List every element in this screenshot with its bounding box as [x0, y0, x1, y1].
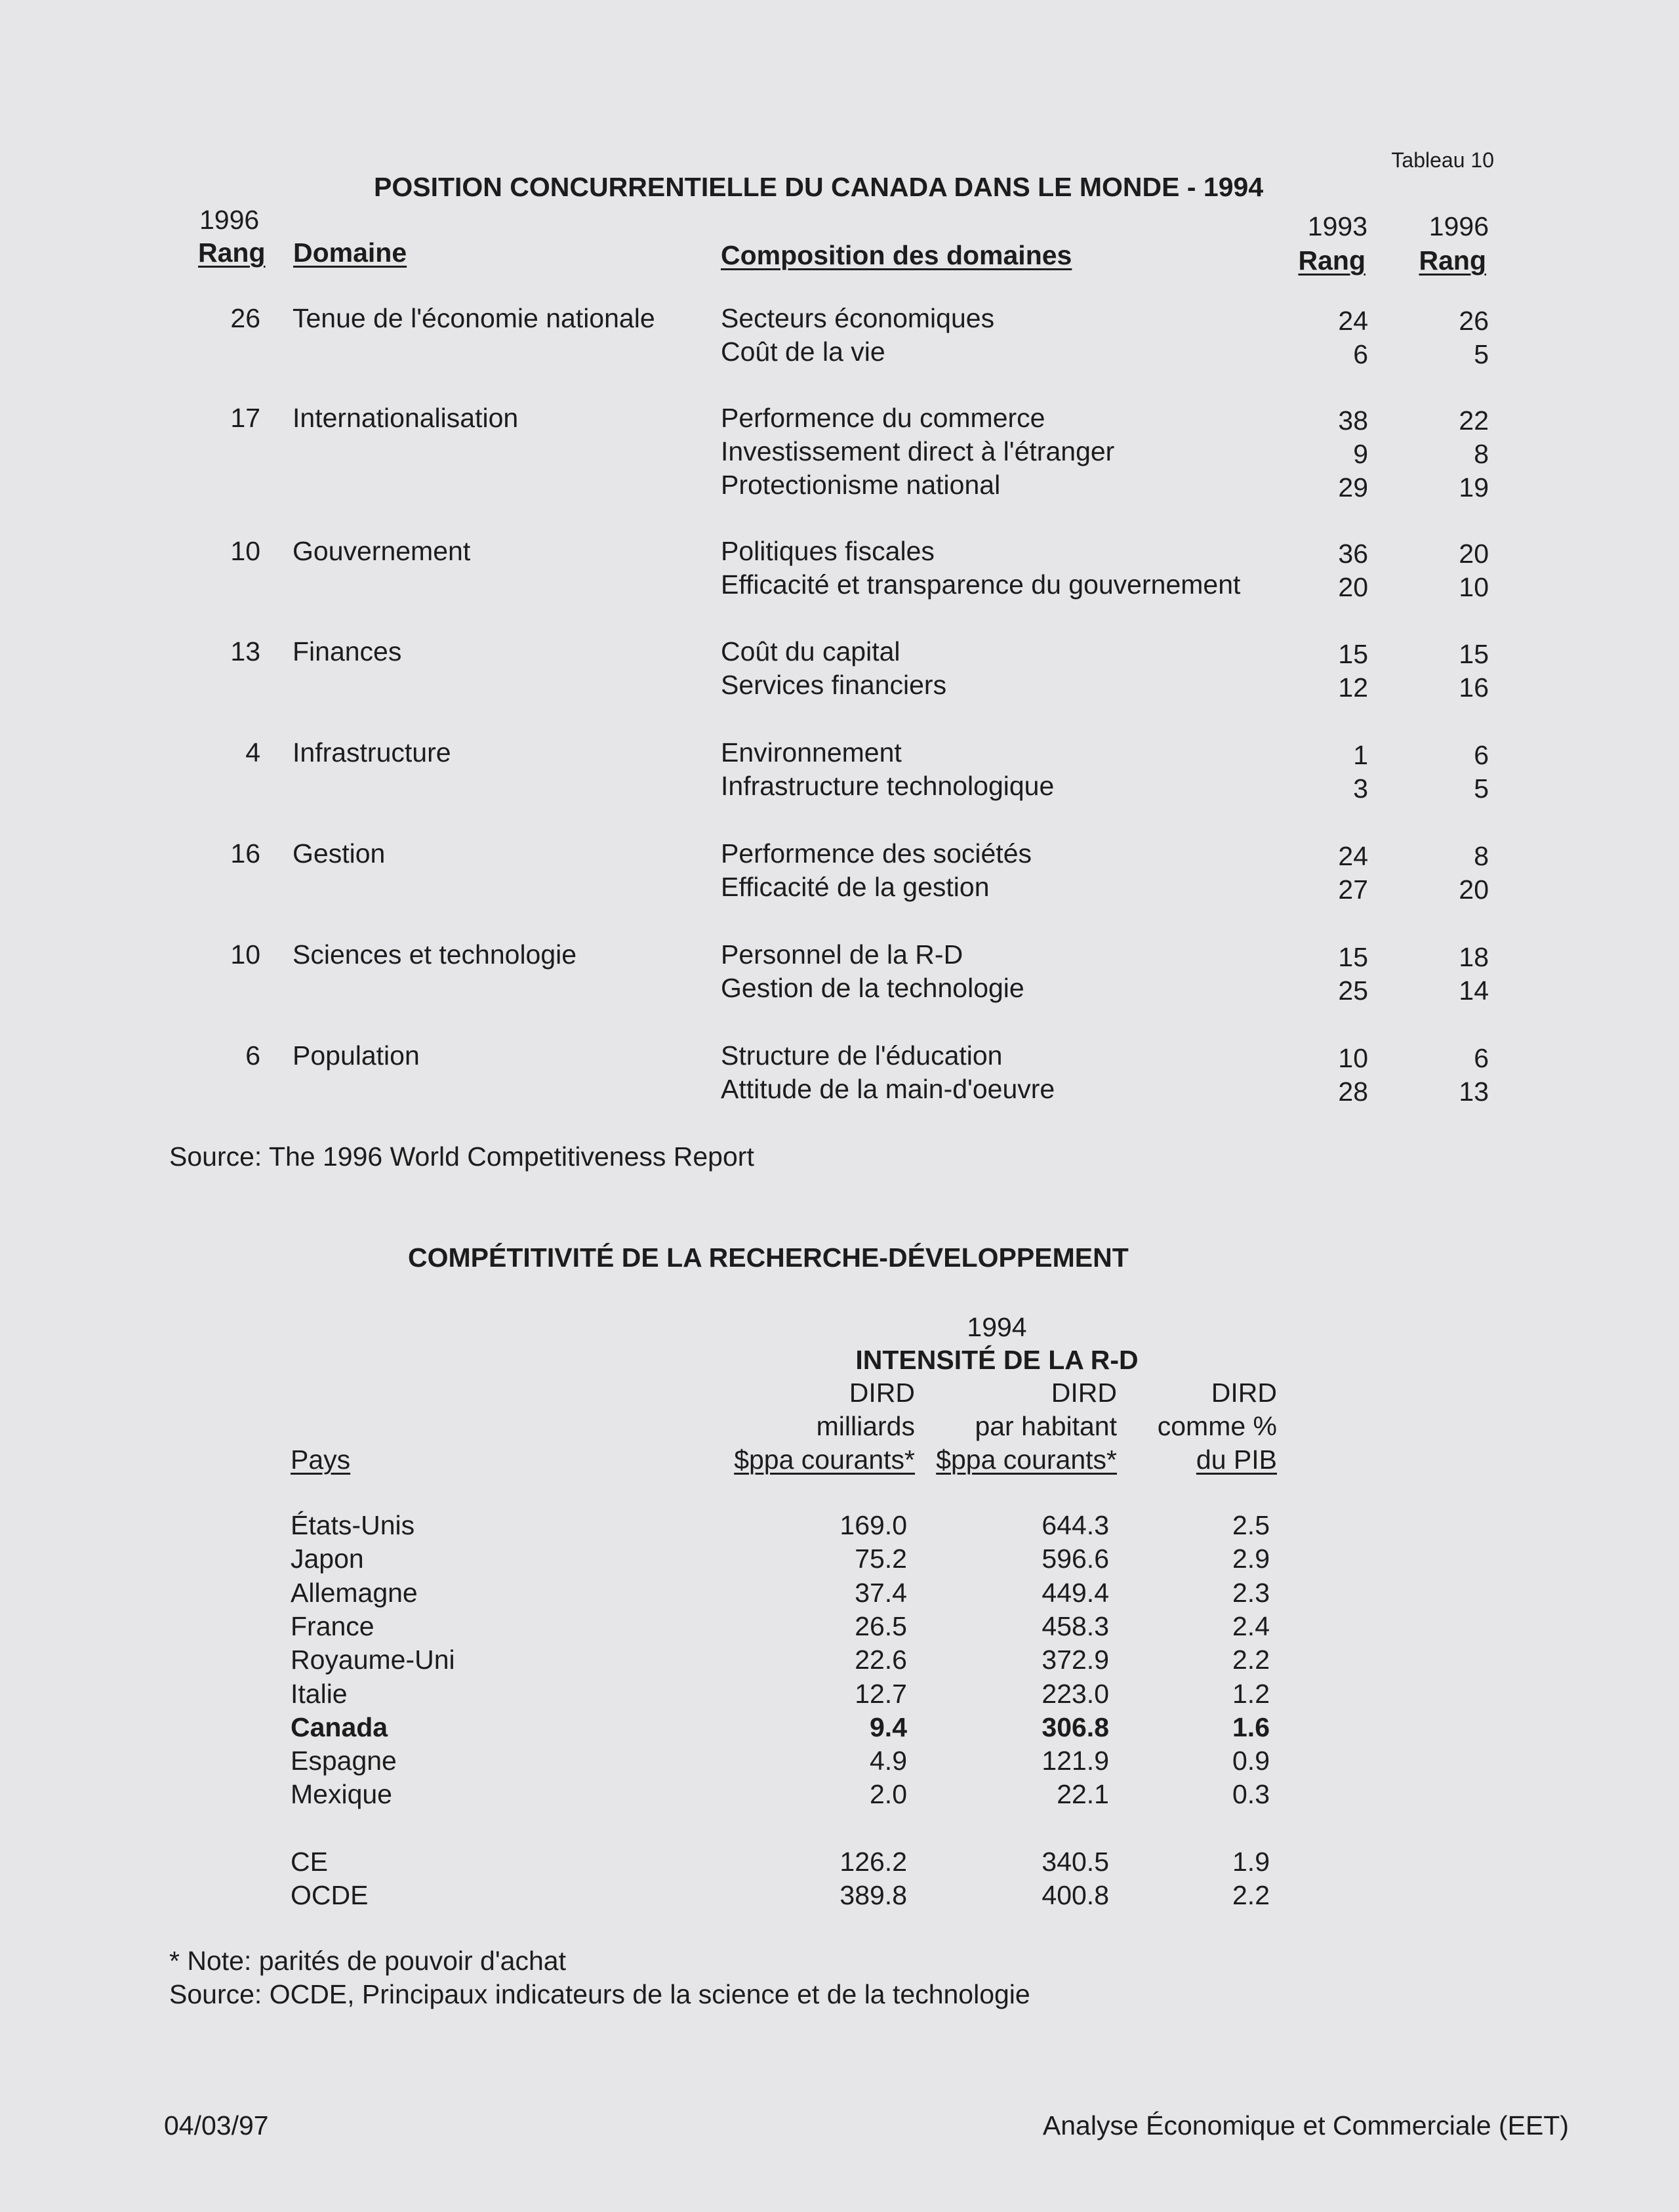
- rank-1993: 36: [1338, 539, 1368, 569]
- rd-billions: 389.8: [840, 1880, 907, 1911]
- domain-rank: 26: [230, 303, 260, 333]
- rd-pct-gdp: 1.9: [1232, 1847, 1270, 1877]
- composition-row: [0, 302, 1679, 335]
- rd-billions: 9.4: [870, 1711, 907, 1742]
- header-year-1996: 1996: [1428, 211, 1489, 241]
- col2-line2: par habitant: [975, 1411, 1117, 1441]
- table-label: Tableau 10: [1391, 148, 1494, 172]
- country-row: [0, 1509, 1679, 1542]
- country-row: [0, 1610, 1679, 1643]
- col3-line3: du PIB: [1196, 1444, 1277, 1475]
- composition-row: [0, 972, 1679, 1004]
- country-row: [0, 1576, 1679, 1610]
- composition-row: [0, 938, 1679, 971]
- rd-pct-gdp: 2.5: [1232, 1510, 1270, 1540]
- rank-1993: 38: [1338, 405, 1368, 436]
- composition-name: Protectionisme national: [721, 470, 1001, 500]
- rank-1996: 14: [1459, 975, 1489, 1006]
- rd-per-capita: 458.3: [1042, 1610, 1109, 1641]
- country-name: Canada: [291, 1711, 388, 1742]
- col2-line1: DIRD: [1051, 1378, 1117, 1408]
- rd-billions: 37.4: [855, 1577, 907, 1608]
- rank-1993: 27: [1338, 874, 1368, 905]
- composition-row: [0, 535, 1679, 567]
- table2-title: COMPÉTITIVITÉ DE LA RECHERCHE-DÉVELOPPEMENT: [408, 1242, 1129, 1273]
- col3-line2: comme %: [1157, 1411, 1277, 1441]
- rank-1993: 25: [1338, 975, 1368, 1006]
- composition-row: [0, 870, 1679, 903]
- composition-name: Performence du commerce: [721, 403, 1045, 433]
- rd-billions: 169.0: [840, 1510, 907, 1540]
- rank-1996: 16: [1459, 672, 1489, 703]
- composition-row: [0, 837, 1679, 870]
- rank-1993: 10: [1338, 1043, 1368, 1073]
- rank-1996: 6: [1474, 740, 1489, 770]
- country-name: Royaume-Uni: [291, 1645, 455, 1675]
- country-row: [0, 1677, 1679, 1711]
- country-row: [0, 1744, 1679, 1778]
- rank-1996: 5: [1474, 339, 1489, 369]
- domain-rank: 10: [230, 536, 260, 566]
- rd-pct-gdp: 2.3: [1232, 1577, 1270, 1608]
- rank-1993: 24: [1338, 306, 1368, 336]
- rank-1996: 26: [1459, 306, 1489, 336]
- rank-1996: 20: [1459, 874, 1489, 905]
- composition-name: Attitude de la main-d'oeuvre: [721, 1074, 1055, 1104]
- rd-pct-gdp: 1.6: [1232, 1711, 1270, 1742]
- rd-pct-gdp: 2.2: [1232, 1645, 1270, 1675]
- rd-pct-gdp: 2.9: [1232, 1544, 1270, 1574]
- rank-1996: 13: [1459, 1076, 1489, 1107]
- country-row: [0, 1643, 1679, 1677]
- rank-1996: 8: [1474, 439, 1489, 469]
- composition-name: Performence des sociétés: [721, 838, 1032, 869]
- composition-name: Gestion de la technologie: [721, 973, 1024, 1003]
- composition-name: Coût du capital: [721, 636, 900, 666]
- rank-1993: 15: [1338, 639, 1368, 669]
- composition-row: [0, 435, 1679, 468]
- composition-row: [0, 468, 1679, 501]
- domain-rank: 13: [230, 636, 260, 666]
- rank-1996: 15: [1459, 639, 1489, 669]
- rd-billions: 22.6: [855, 1645, 907, 1675]
- composition-name: Infrastructure technologique: [721, 771, 1055, 801]
- col2-line3: $ppa courants*: [936, 1444, 1117, 1475]
- composition-row: [0, 1039, 1679, 1072]
- rd-billions: 12.7: [855, 1678, 907, 1709]
- composition-row: [0, 568, 1679, 601]
- country-name: Italie: [291, 1678, 348, 1709]
- header-year-1993: 1993: [1307, 211, 1367, 241]
- rank-1993: 24: [1338, 841, 1368, 871]
- domain-rank: 16: [230, 838, 260, 869]
- rank-1996: 20: [1459, 539, 1489, 569]
- country-row: [0, 1778, 1679, 1811]
- rd-per-capita: 644.3: [1042, 1510, 1109, 1540]
- rank-1993: 15: [1338, 942, 1368, 972]
- domain-name: Infrastructure: [293, 737, 451, 768]
- composition-row: [0, 1073, 1679, 1105]
- composition-row: [0, 335, 1679, 368]
- composition-name: Secteurs économiques: [721, 303, 995, 333]
- domain-rank: 4: [245, 737, 260, 768]
- rank-1996: 10: [1459, 572, 1489, 602]
- rd-per-capita: 223.0: [1042, 1678, 1109, 1709]
- rd-billions: 126.2: [840, 1847, 907, 1877]
- country-row: [0, 1711, 1679, 1744]
- rank-1993: 6: [1353, 339, 1368, 369]
- composition-name: Investissement direct à l'étranger: [721, 436, 1115, 466]
- rd-pct-gdp: 2.2: [1232, 1880, 1270, 1911]
- composition-name: Coût de la vie: [721, 337, 885, 367]
- composition-row: [0, 401, 1679, 434]
- header-rank-1993: Rang: [1298, 245, 1365, 276]
- col1-line3: $ppa courants*: [734, 1444, 915, 1475]
- header-domain: Domaine: [293, 237, 407, 268]
- table2-note: * Note: parités de pouvoir d'achat: [169, 1946, 566, 1976]
- rd-per-capita: 449.4: [1042, 1577, 1109, 1608]
- composition-name: Personnel de la R-D: [721, 939, 963, 970]
- rd-per-capita: 121.9: [1042, 1746, 1109, 1776]
- domain-name: Internationalisation: [293, 403, 519, 433]
- composition-name: Politiques fiscales: [721, 536, 935, 566]
- domain-name: Gouvernement: [293, 536, 471, 566]
- domain-name: Sciences et technologie: [293, 939, 577, 970]
- composition-row: [0, 769, 1679, 802]
- rank-1996: 6: [1474, 1043, 1489, 1073]
- rd-pct-gdp: 0.9: [1232, 1746, 1270, 1776]
- domain-rank: 10: [230, 939, 260, 970]
- rd-billions: 26.5: [855, 1610, 907, 1641]
- col1-line2: milliards: [816, 1411, 915, 1441]
- rank-1993: 1: [1353, 740, 1368, 770]
- country-name: Japon: [291, 1544, 364, 1574]
- rd-billions: 2.0: [870, 1779, 907, 1810]
- header-rank: Rang: [198, 237, 266, 268]
- composition-row: [0, 668, 1679, 701]
- table2-source: Source: OCDE, Principaux indicateurs de la science et de la technologie: [169, 1979, 1030, 2009]
- aggregate-row: [0, 1845, 1679, 1879]
- composition-row: [0, 736, 1679, 769]
- country-name: Allemagne: [291, 1577, 418, 1608]
- rd-per-capita: 372.9: [1042, 1645, 1109, 1675]
- country-row: [0, 1542, 1679, 1576]
- country-name: Espagne: [291, 1746, 397, 1776]
- domain-rank: 17: [230, 403, 260, 433]
- header-rank-1996: Rang: [1419, 245, 1486, 276]
- rd-pct-gdp: 0.3: [1232, 1779, 1270, 1810]
- table1-title: POSITION CONCURRENTIELLE DU CANADA DANS LE MONDE - 1994: [374, 172, 1264, 202]
- composition-name: Efficacité de la gestion: [721, 872, 990, 902]
- domain-name: Population: [293, 1040, 420, 1071]
- aggregate-row: [0, 1879, 1679, 1912]
- rd-per-capita: 306.8: [1042, 1711, 1109, 1742]
- table2-year: 1994: [967, 1312, 1027, 1342]
- country-name: CE: [291, 1847, 328, 1877]
- rank-1996: 5: [1474, 773, 1489, 804]
- col1-line1: DIRD: [849, 1378, 915, 1408]
- header-composition: Composition des domaines: [721, 240, 1072, 270]
- table2-subtitle: INTENSITÉ DE LA R-D: [855, 1345, 1139, 1375]
- rank-1993: 3: [1353, 773, 1368, 804]
- composition-name: Efficacité et transparence du gouvernement: [721, 569, 1241, 600]
- rd-per-capita: 22.1: [1057, 1779, 1109, 1810]
- country-name: OCDE: [291, 1880, 369, 1911]
- col-country-header: Pays: [291, 1444, 351, 1475]
- rank-1996: 8: [1474, 841, 1489, 871]
- composition-name: Services financiers: [721, 670, 947, 700]
- rd-per-capita: 340.5: [1042, 1847, 1109, 1877]
- footer-department: Analyse Économique et Commerciale (EET): [1042, 2110, 1569, 2140]
- rank-1996: 22: [1459, 405, 1489, 436]
- composition-name: Environnement: [721, 737, 902, 768]
- rank-1996: 19: [1459, 472, 1489, 502]
- country-name: France: [291, 1610, 374, 1641]
- rd-pct-gdp: 2.4: [1232, 1610, 1270, 1641]
- rd-pct-gdp: 1.2: [1232, 1678, 1270, 1709]
- footer-date: 04/03/97: [164, 2110, 269, 2140]
- header-rank-year: 1996: [199, 205, 260, 235]
- domain-name: Tenue de l'économie nationale: [293, 303, 655, 333]
- country-name: États-Unis: [291, 1510, 415, 1540]
- rank-1993: 12: [1338, 672, 1368, 703]
- composition-row: [0, 635, 1679, 668]
- country-name: Mexique: [291, 1779, 392, 1810]
- table1-source: Source: The 1996 World Competitiveness Report: [169, 1141, 754, 1172]
- rd-billions: 4.9: [870, 1746, 907, 1776]
- domain-name: Finances: [293, 636, 402, 666]
- rank-1993: 20: [1338, 572, 1368, 602]
- rank-1996: 18: [1459, 942, 1489, 972]
- rank-1993: 28: [1338, 1076, 1368, 1107]
- rank-1993: 29: [1338, 472, 1368, 502]
- rank-1993: 9: [1353, 439, 1368, 469]
- composition-name: Structure de l'éducation: [721, 1040, 1003, 1071]
- rd-billions: 75.2: [855, 1544, 907, 1574]
- rd-per-capita: 400.8: [1042, 1880, 1109, 1911]
- domain-rank: 6: [245, 1040, 260, 1071]
- rd-per-capita: 596.6: [1042, 1544, 1109, 1574]
- col3-line1: DIRD: [1211, 1378, 1277, 1408]
- domain-name: Gestion: [293, 838, 386, 869]
